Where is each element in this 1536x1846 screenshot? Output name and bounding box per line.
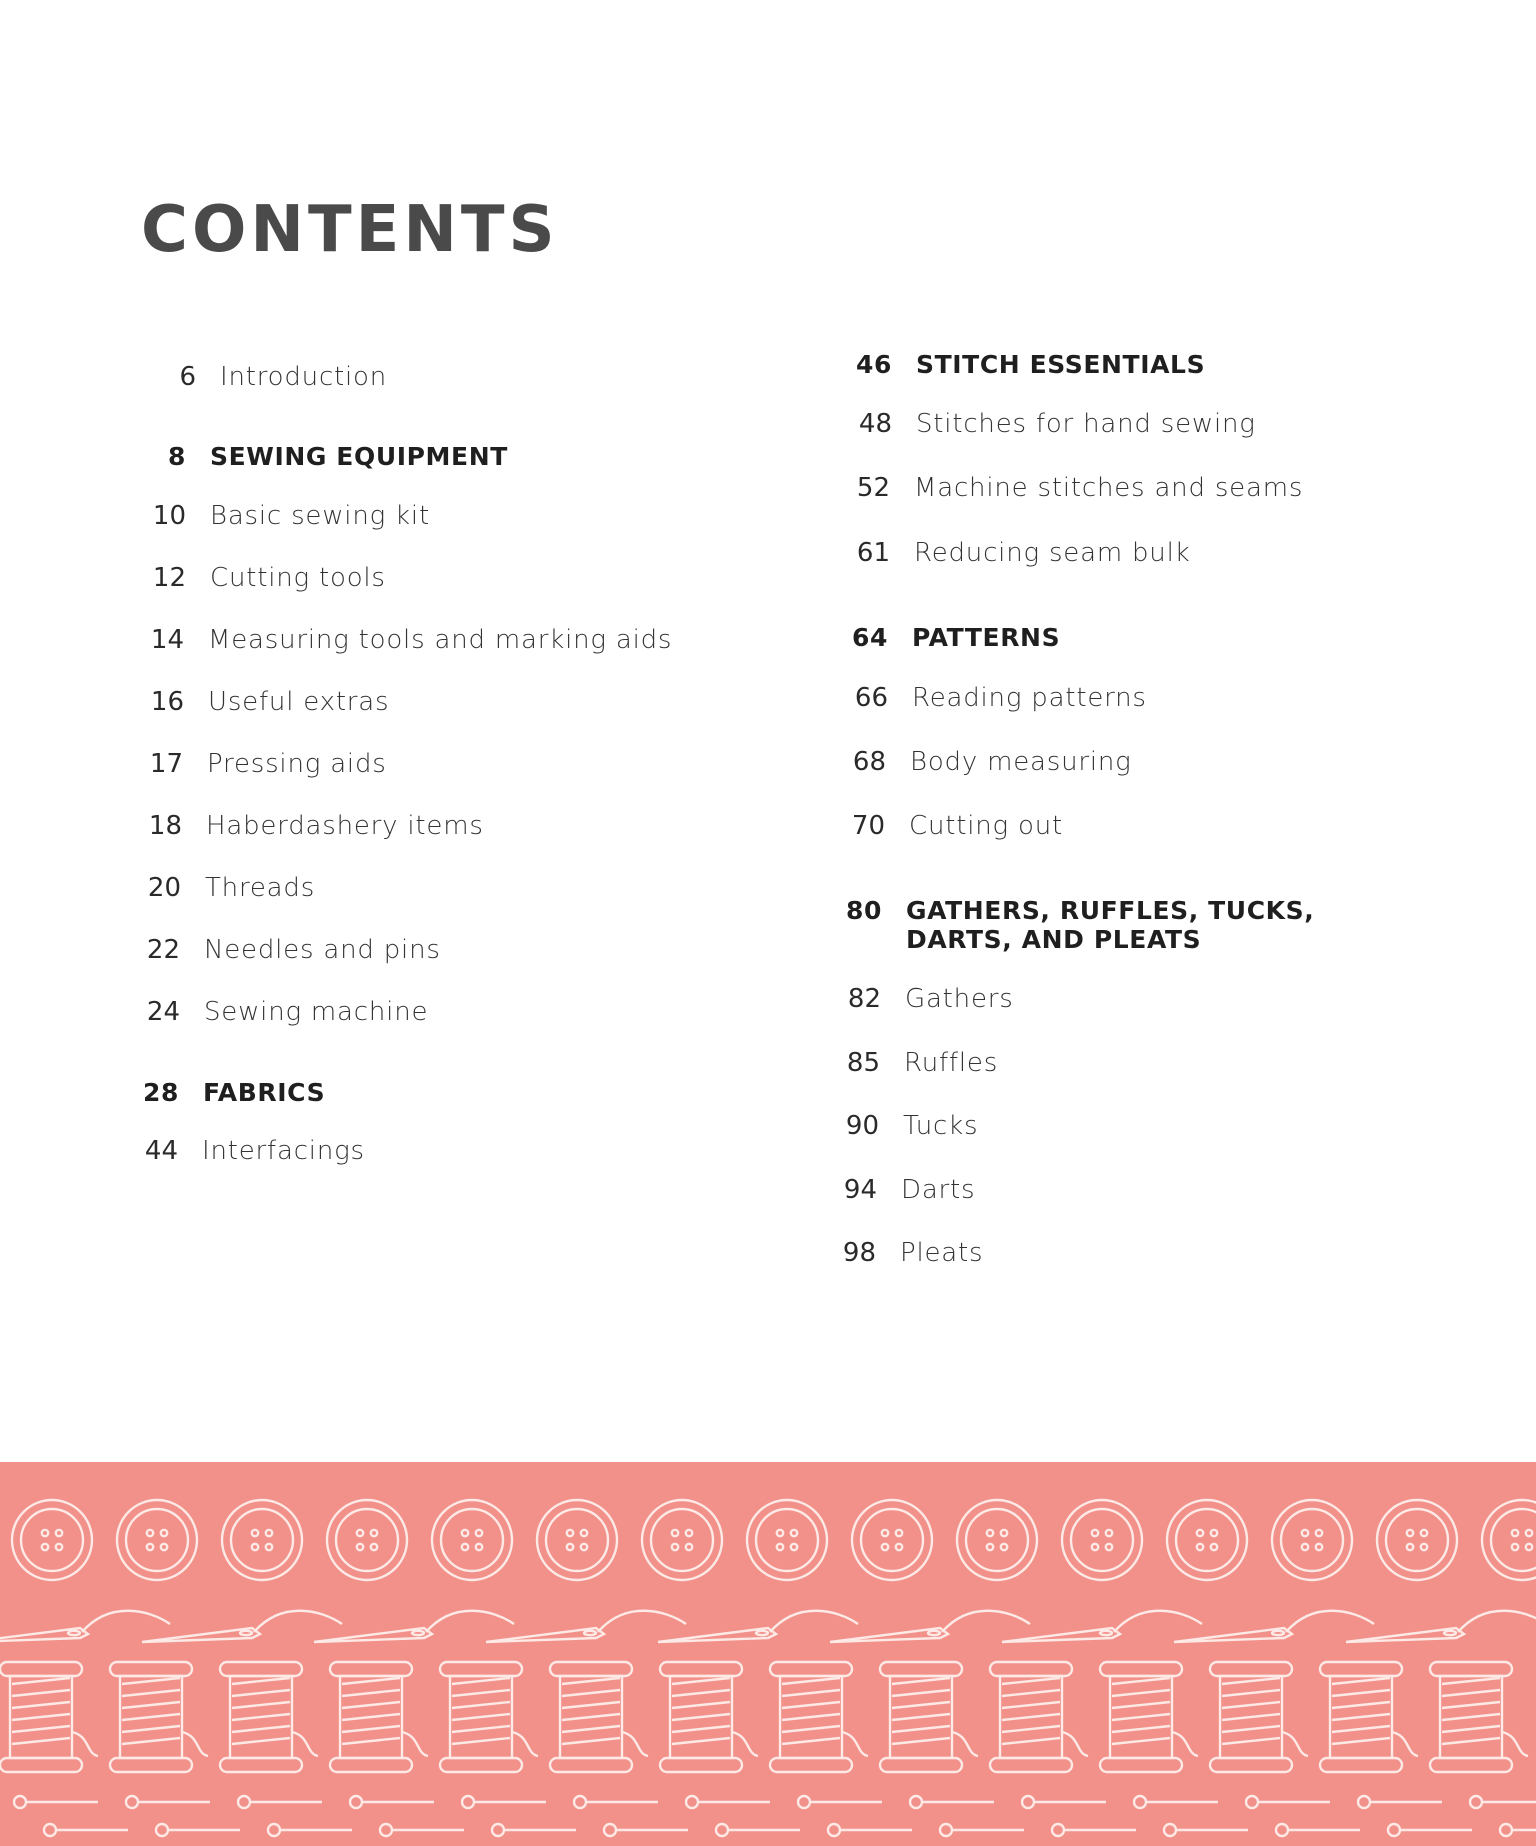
toc-page-number: 46 [856,350,892,379]
toc-entry-label: Introduction [220,362,388,392]
toc-entry-ruffles[interactable] [826,1048,998,1078]
toc-section-fabrics[interactable] [133,1078,325,1107]
toc-entry-stitches-hand-sewing[interactable] [838,409,1256,439]
toc-page-number: 24 [146,997,180,1027]
toc-entry-label: Useful extras [208,687,390,717]
toc-page-number: 85 [846,1048,880,1078]
toc-entry-darts[interactable] [823,1175,975,1205]
band-background [0,1462,1536,1846]
toc-entry-label: Reducing seam bulk [914,538,1191,568]
toc-page-number: 68 [852,747,886,777]
toc-entry-label: Reading patterns [912,683,1147,713]
toc-entry-pleats[interactable] [822,1238,983,1268]
toc-entry-label: Measuring tools and marking aids [208,625,673,655]
toc-entry-cutting-tools[interactable] [140,563,386,593]
toc-page-number: 10 [152,501,186,531]
toc-section-label: STITCH ESSENTIALS [916,350,1206,379]
toc-entry-label: Machine stitches and seams [914,473,1304,503]
toc-page-number: 17 [149,749,183,779]
toc-page-number: 64 [852,623,888,652]
toc-page-number: 61 [856,538,890,568]
toc-page-number: 18 [148,811,182,841]
toc-page-number: 94 [843,1175,877,1205]
toc-section-label: PATTERNS [912,623,1061,652]
toc-section-patterns[interactable] [834,623,1060,652]
toc-section-stitch-essentials[interactable] [838,350,1205,379]
toc-page-number: 28 [143,1078,179,1107]
toc-entry-label: Threads [205,873,316,903]
toc-entry-sewing-machine[interactable] [134,997,428,1027]
toc-entry-basic-sewing-kit[interactable] [140,501,430,531]
toc-entry-measuring-tools[interactable] [138,625,672,655]
toc-entry-label: Sewing machine [204,997,429,1027]
toc-section-sewing-equipment[interactable] [140,442,508,471]
toc-page-number: 12 [152,563,186,593]
toc-entry-interfacings[interactable] [132,1136,365,1166]
toc-entry-label: Stitches for hand sewing [916,409,1256,439]
toc-entry-label: Pressing aids [207,749,387,779]
toc-entry-haberdashery-items[interactable] [136,811,484,841]
toc-entry-pressing-aids[interactable] [137,749,387,779]
toc-entry-body-measuring[interactable] [832,747,1132,777]
toc-entry-label: Basic sewing kit [210,501,430,531]
toc-entry-threads[interactable] [135,873,315,903]
toc-section-label: SEWING EQUIPMENT [210,442,508,471]
toc-section-gathers-ruffles[interactable] [828,896,1426,954]
toc-section-label: FABRICS [203,1078,326,1107]
toc-entry-label: Cutting tools [210,563,386,593]
toc-page-number: 20 [147,873,181,903]
toc-page-number: 80 [846,896,882,925]
toc-page-number: 6 [179,362,196,392]
sewing-pattern-band [0,1462,1536,1846]
toc-entry-label: Cutting out [909,811,1063,841]
toc-page-number: 44 [144,1136,178,1166]
toc-page-number: 14 [150,625,184,655]
toc-entry-introduction[interactable] [150,362,387,392]
toc-page-number: 70 [851,811,885,841]
toc-page-number: 90 [845,1111,879,1141]
toc-entry-label: Body measuring [910,747,1132,777]
toc-entry-label: Ruffles [904,1048,999,1078]
toc-entry-label: Gathers [905,984,1014,1014]
toc-page-number: 98 [842,1238,876,1268]
toc-page-number: 82 [847,984,881,1014]
toc-entry-label: Haberdashery items [206,811,484,841]
toc-entry-reading-patterns[interactable] [834,683,1147,713]
toc-entry-machine-stitches[interactable] [836,473,1303,503]
toc-page-number: 66 [854,683,888,713]
toc-entry-label: Interfacings [202,1136,365,1166]
toc-entry-tucks[interactable] [825,1111,978,1141]
sewing-pattern-illustration [0,1462,1536,1846]
toc-page-number: 16 [150,687,184,717]
toc-page-number: 22 [146,935,180,965]
toc-page-number: 8 [168,442,186,471]
toc-entry-label: Tucks [903,1111,979,1141]
toc-section-label: GATHERS, RUFFLES, TUCKS, DARTS, AND PLEATS [906,896,1315,954]
toc-entry-useful-extras[interactable] [138,687,389,717]
toc-page-number: 48 [858,409,892,439]
toc-entry-label: Needles and pins [204,935,441,965]
toc-entry-label: Pleats [900,1238,984,1268]
toc-entry-label: Darts [901,1175,976,1205]
page-title: CONTENTS [141,193,559,267]
toc-entry-cutting-out[interactable] [831,811,1063,841]
toc-entry-needles-and-pins[interactable] [134,935,441,965]
toc-entry-gathers[interactable] [827,984,1014,1014]
toc-page-number: 52 [856,473,890,503]
toc-entry-reducing-seam-bulk[interactable] [836,538,1190,568]
